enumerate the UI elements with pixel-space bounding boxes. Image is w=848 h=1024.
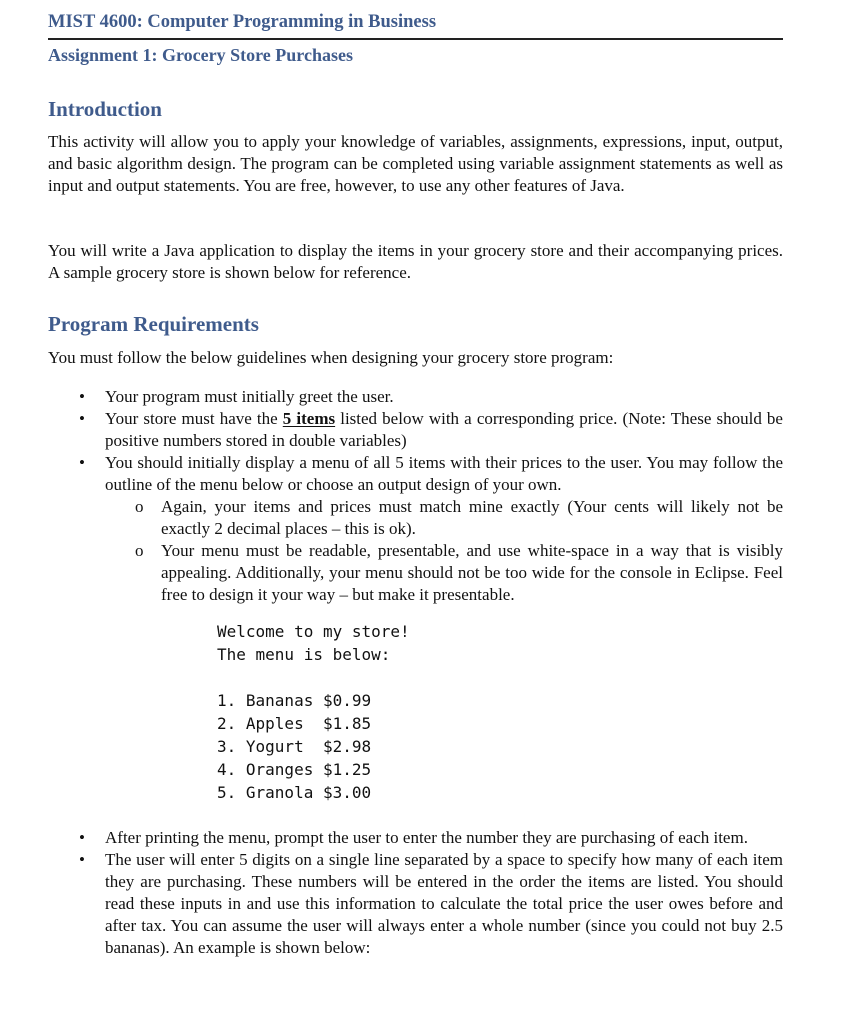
sub-bullet-text: Your menu must be readable, presentable, and use white-space in a way that is visibly appealing. Additionally, your menu should not be too wide for the console in Eclipse. Feel free to design it your way – but make it presentable.	[161, 541, 783, 604]
bullet-text: The user will enter 5 digits on a single line separated by a space to specify how many of each item they are purchasing. These numbers will be entered in the order the items are listed. You should read these inputs in and use this information to calculate the total price the user owes before and after tax. You can assume the user will always enter a whole number (since you could not buy 2.5 bananas). An example is shown below:	[105, 850, 783, 957]
code-line: 5. Granola $3.00	[217, 783, 372, 802]
code-line: 1. Bananas $0.99	[217, 691, 372, 710]
list-item	[48, 849, 783, 959]
intro-paragraph-2: You will write a Java application to display the items in your grocery store and their accompanying prices. A sample grocery store is shown below for reference.	[48, 241, 783, 282]
bullet-text: You should initially display a menu of all 5 items with their prices to the user. You may follow the outline of the menu below or choose an output design of your own.	[105, 453, 783, 494]
sub-list-item	[105, 496, 783, 540]
code-line: 3. Yogurt $2.98	[217, 737, 372, 756]
list-item	[48, 408, 783, 452]
header-divider	[48, 38, 783, 40]
sub-list-item	[105, 540, 783, 606]
list-item	[48, 386, 783, 408]
bullet-text: listed below with a corresponding price. (Note: These should be positive numbers stored in double variables)	[105, 409, 783, 450]
code-line: Welcome to my store!	[217, 622, 410, 641]
requirements-list-2	[48, 827, 783, 959]
sub-list	[105, 496, 783, 606]
course-title: MIST 4600: Computer Programming in Business	[48, 12, 437, 32]
requirements-intro: You must follow the below guidelines when designing your grocery store program:	[48, 348, 614, 367]
sample-output	[217, 620, 410, 804]
list-item	[48, 452, 783, 606]
bullet-text: After printing the menu, prompt the user to enter the number they are purchasing of each item.	[105, 828, 748, 847]
code-line: The menu is below:	[217, 645, 391, 664]
assignment-title: Assignment 1: Grocery Store Purchases	[48, 45, 353, 65]
requirements-heading: Program Requirements	[48, 312, 259, 336]
code-line: 2. Apples $1.85	[217, 714, 372, 733]
code-line: 4. Oranges $1.25	[217, 760, 372, 779]
requirements-list-1	[48, 386, 783, 606]
emphasis-text: 5 items	[282, 409, 336, 428]
sub-bullet-text: Again, your items and prices must match mine exactly (Your cents will likely not be exactly 2 decimal places – this is ok).	[161, 497, 783, 538]
introduction-heading: Introduction	[48, 97, 162, 121]
intro-paragraph-1: This activity will allow you to apply your knowledge of variables, assignments, expressions, input, output, and basic algorithm design. The program can be completed using variable assignment statements as well as input and output statements. You are free, however, to use any other features of Java.	[48, 132, 783, 195]
list-item	[48, 827, 783, 849]
bullet-text: Your program must initially greet the user.	[105, 387, 394, 406]
bullet-text: Your store must have the	[105, 409, 283, 428]
